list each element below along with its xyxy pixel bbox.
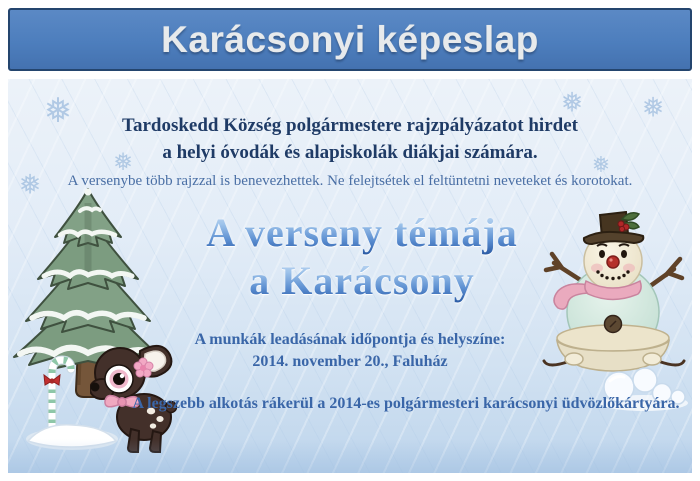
- intro-line-1: Tardoskedd Község polgármestere rajzpályázatot hirdet: [122, 115, 578, 136]
- deadline-block: [8, 329, 692, 373]
- deadline-label: A munkák leadásának időpontja és helyszíne:: [194, 331, 506, 348]
- card-canvas: [8, 79, 692, 473]
- snowflake-icon: ❅: [43, 93, 73, 130]
- intro-paragraph: [8, 112, 692, 166]
- contest-theme-line-2: a Karácsony: [20, 257, 692, 305]
- deadline-value: 2014. november 20., Faluház: [252, 353, 448, 370]
- snowflake-icon: ❅: [112, 150, 134, 176]
- snowflake-icon: ❅: [560, 87, 584, 118]
- snowflake-icon: ❅: [18, 169, 42, 200]
- entry-note: A versenybe több rajzzal is benevezhettek. Ne felejtsétek el feltüntetni neveteket és korotokat.: [67, 173, 633, 189]
- snowflake-icon: ❅: [641, 92, 665, 123]
- contest-theme-line-1: A verseny témája: [20, 209, 692, 257]
- title-banner: [8, 8, 692, 71]
- contest-theme-title: [20, 209, 692, 305]
- intro-line-2: a helyi óvodák és alapiskolák diákjai számára.: [162, 142, 538, 163]
- snowflake-icon: ❅: [591, 152, 611, 177]
- ground-tint: [8, 439, 692, 473]
- prize-note: A legszebb alkotás rákerül a 2014-es polgármesteri karácsonyi üdvözlőkártyára.: [132, 395, 680, 412]
- page-title: Karácsonyi képeslap: [161, 18, 539, 60]
